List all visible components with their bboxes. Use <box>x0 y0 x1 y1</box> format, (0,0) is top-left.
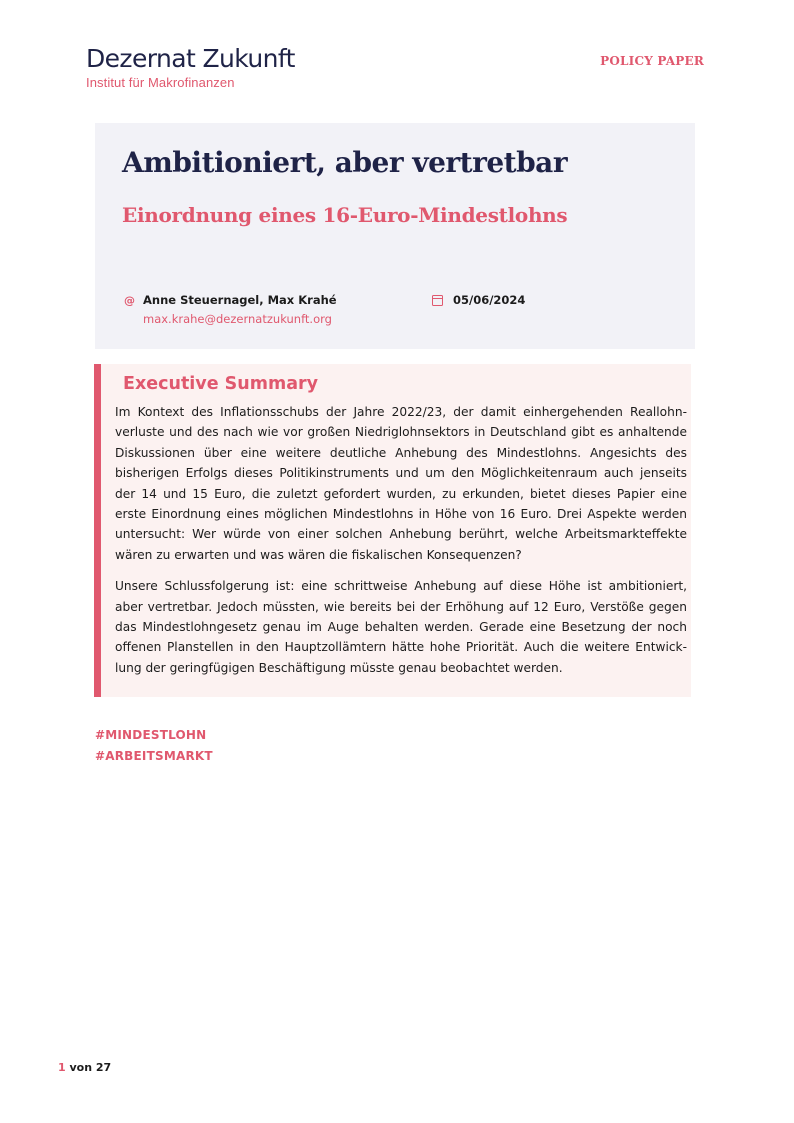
author-names: Anne Steuernagel, Max Krahé <box>143 293 337 307</box>
executive-summary-box <box>94 364 691 697</box>
tag-list <box>95 725 213 767</box>
tag-arbeitsmarkt[interactable]: #ARBEITSMARKT <box>95 749 213 763</box>
summary-paragraph: Im Kontext des Inflationsschubs der Jahre 2022/23, der damit einhergehenden Reallohnverluste und des nach wie vor großen Niedriglohnsektors in Deutschland gibt es anhaltende Diskussionen über eine weitere deutliche Anhebung des Mindestlohns. Angesichts des bisherigen Erfolgs dieses Politikinstruments und um den Möglichkeitenraum auch jenseits der 14 und 15 Euro, die zuletzt gefordert wurden, zu erkunden, bietet dieses Papier eine erste Einordnung eines möglichen Mindestlohns in Höhe von 16 Euro. Drei Aspekte werden untersucht: Wer würde von einer solchen Anhebung berührt, welche Arbeitsmarkteffekte wären zu erwarten und was wären die fiskalischen Konsequenzen? <box>115 405 687 562</box>
page-number <box>58 1061 111 1074</box>
logo-title: Dezernat Zukunft <box>86 44 295 73</box>
document-type-label: POLICY PAPER <box>600 54 704 68</box>
author-email-link[interactable]: max.krahe@dezernatzukunft.org <box>143 312 332 326</box>
page-total: von 27 <box>69 1061 112 1074</box>
summary-heading: Executive Summary <box>123 374 319 394</box>
current-page: 1 <box>58 1061 66 1074</box>
title-block <box>95 123 695 349</box>
author-info <box>124 293 337 326</box>
summary-paragraph: Unsere Schlussfolgerung ist: eine schrittweise Anhebung auf diese Höhe ist ambitioniert, aber vertretbar. Jedoch müssten, wie bereits bei der Erhöhung auf 12 Euro, Verstöße gegen das Mindestlohngesetz genau im Auge behalten werden. Gerade eine Besetzung der noch offenen Planstellen in den Hauptzollämtern hätte hohe Priorität. Auch die weitere Entwicklung der geringfügigen Beschäftigung müsste genau beobachtet werden. <box>115 579 687 675</box>
summary-body <box>115 402 687 689</box>
at-sign-icon: @ <box>124 293 135 307</box>
logo-subtitle: Institut für Makrofinanzen <box>86 75 235 90</box>
calendar-icon <box>432 295 443 306</box>
tag-mindestlohn[interactable]: #MINDESTLOHN <box>95 728 207 742</box>
publication-date <box>432 293 525 307</box>
date-text: 05/06/2024 <box>453 293 526 307</box>
paper-title: Ambitioniert, aber vertretbar <box>122 146 568 179</box>
logo <box>86 44 295 90</box>
paper-subtitle: Einordnung eines 16-Euro-Mindestlohns <box>122 203 568 227</box>
